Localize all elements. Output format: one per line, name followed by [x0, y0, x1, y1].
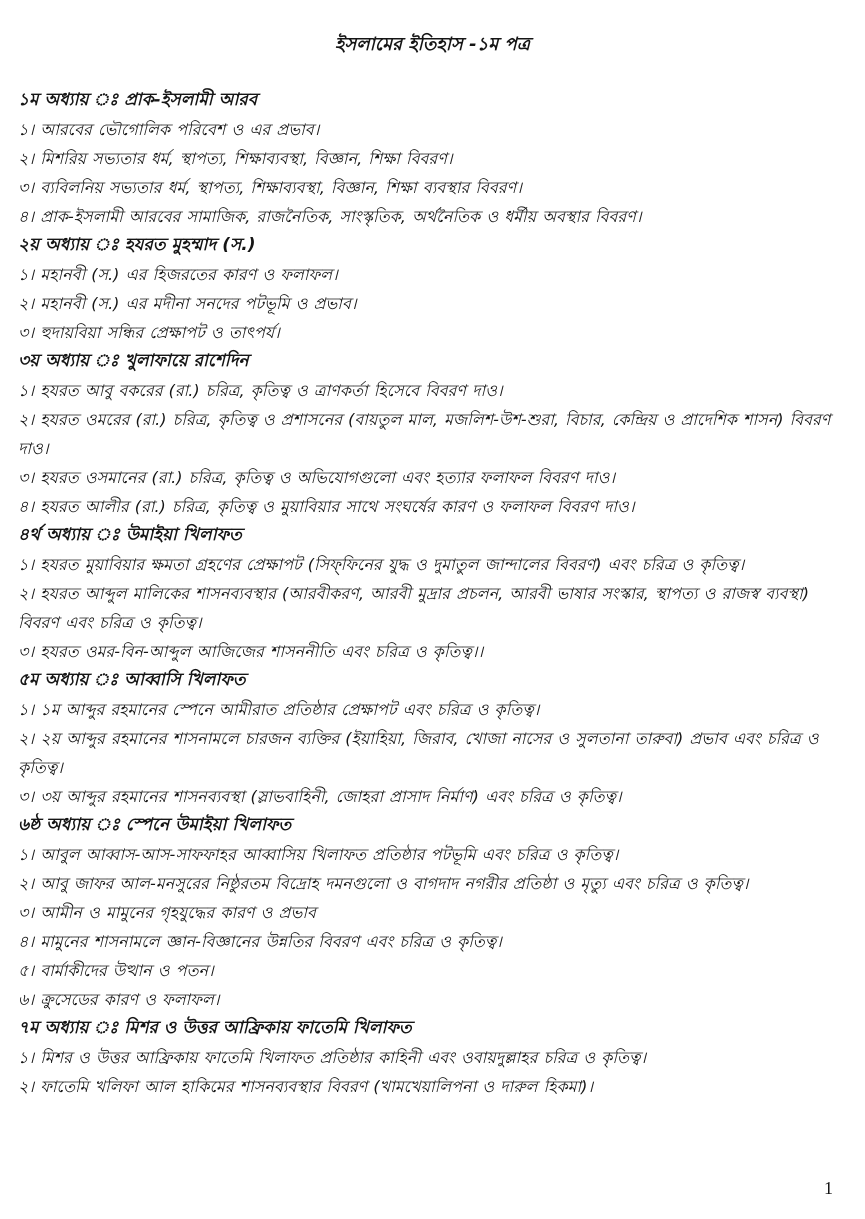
syllabus-item: ৫। বার্মাকীদের উত্থান ও পতন।: [18, 961, 214, 980]
syllabus-item: ২। আবু জাফর আল-মনসুরের নিষ্ঠুরতম বিদ্রোহ দমনগুলো ও বাগদাদ নগরীর প্রতিষ্ঠা ও মৃত্যু এবং চরিত্র ও কৃতিত্ব।: [18, 874, 749, 893]
chapter-heading: ৩য় অধ্যায় ঃ খুলাফায়ে রাশেদিন: [18, 351, 249, 371]
syllabus-item: ৩। হযরত ওসমানের (রা.) চরিত্র, কৃতিত্ব ও অভিযোগগুলো এবং হত্যার ফলাফল বিবরণ দাও।: [18, 468, 616, 487]
syllabus-content: [18, 86, 850, 1101]
chapter-heading: ৫ম অধ্যায় ঃ আব্বাসি খিলাফত: [18, 670, 246, 690]
chapter-section: [18, 347, 850, 521]
chapter-heading: ৬ষ্ঠ অধ্যায় ঃ স্পেনে উমাইয়া খিলাফত: [18, 815, 292, 835]
syllabus-item: ৩। আমীন ও মামুনের গৃহযুদ্ধের কারণ ও প্রভাব: [18, 903, 316, 922]
syllabus-item: ২। মহানবী (স.) এর মদীনা সনদের পটভূমি ও প্রভাব।: [18, 294, 357, 313]
chapter-section: [18, 231, 850, 347]
chapter-heading: ২য় অধ্যায় ঃ হযরত মুহম্মাদ (স.): [18, 235, 256, 255]
syllabus-item: ১। হযরত আবু বকরের (রা.) চরিত্র, কৃতিত্ব ও ত্রাণকর্তা হিসেবে বিবরণ দাও।: [18, 381, 503, 400]
syllabus-item: ১। হযরত মুয়াবিয়ার ক্ষমতা গ্রহণের প্রেক্ষাপট (সিফ্‌ফিনের যুদ্ধ ও দুমাতুল জান্দালের বিবরণ) এবং চরিত্র ও কৃতিত্ব।: [18, 555, 745, 574]
document-title: ইসলামের ইতিহাস -১ম পত্র: [335, 34, 530, 55]
chapter-heading: ৭ম অধ্যায় ঃ মিশর ও উত্তর আফ্রিকায় ফাতেমি খিলাফত: [18, 1018, 412, 1038]
chapter-section: [18, 811, 850, 1014]
syllabus-item: ৩। হযরত ওমর-বিন-আব্দুল আজিজের শাসননীতি এবং চরিত্র ও কৃতিত্ব।।: [18, 642, 484, 661]
syllabus-item: ৩। হুদায়বিয়া সন্ধির প্রেক্ষাপট ও তাৎপর্য।: [18, 323, 280, 342]
page-number: 1: [824, 1178, 833, 1198]
syllabus-item: ৩। ৩য় আব্দুর রহমানের শাসনব্যবস্থা (স্লাভবাহিনী, জোহরা প্রাসাদ নির্মাণ) এবং চরিত্র ও কৃতিত্ব।: [18, 787, 622, 806]
chapter-section: [18, 1014, 850, 1101]
syllabus-item: ১। মহানবী (স.) এর হিজরতের কারণ ও ফলাফল।: [18, 265, 338, 284]
syllabus-item: ২। হযরত ওমরের (রা.) চরিত্র, কৃতিত্ব ও প্রশাসনের (বায়তুল মাল, মজলিশ-উশ-শুরা, বিচার, কেন্দ্রিয় ও প্রাদেশিক শাসন) বিবরণ দাও।: [18, 410, 831, 458]
chapter-section: [18, 666, 850, 811]
syllabus-item: ২। ফাতেমি খলিফা আল হাকিমের শাসনব্যবস্থার বিবরণ (খামখেয়ালিপনা ও দারুল হিকমা)।: [18, 1077, 594, 1096]
syllabus-item: ৪। হযরত আলীর (রা.) চরিত্র, কৃতিত্ব ও মুয়াবিয়ার সাথে সংঘর্ষের কারণ ও ফলাফল বিবরণ দাও।: [18, 497, 635, 516]
syllabus-item: ২। মিশরিয় সভ্যতার ধর্ম, স্থাপত্য, শিক্ষাব্যবস্থা, বিজ্ঞান, শিক্ষা বিবরণ।: [18, 149, 453, 168]
chapter-section: [18, 86, 850, 231]
syllabus-item: ১। আরবের ভৌগোলিক পরিবেশ ও এর প্রভাব।: [18, 120, 320, 139]
syllabus-item: ২। ২য় আব্দুর রহমানের শাসনামলে চারজন ব্যক্তির (ইয়াহিয়া, জিরাব, খোজা নাসের ও সুলতানা তারুবা) প্রভাব এবং চরিত্র ও কৃতিত্ব।: [18, 729, 819, 777]
chapter-section: [18, 521, 850, 666]
syllabus-item: ৬। ক্রুসেডের কারণ ও ফলাফল।: [18, 990, 220, 1009]
syllabus-item: ৪। প্রাক-ইসলামী আরবের সামাজিক, রাজনৈতিক, সাংস্কৃতিক, অর্থনৈতিক ও ধর্মীয় অবস্থার বিবরণ।: [18, 207, 642, 226]
syllabus-item: ২। হযরত আব্দুল মালিকের শাসনব্যবস্থার (আরবীকরণ, আরবী মুদ্রার প্রচলন, আরবী ভাষার সংস্কার, স্থাপত্য ও রাজস্ব ব্যবস্থা) বিবরণ এবং চরিত্র ও কৃতিত্ব।: [18, 584, 810, 632]
chapter-heading: ১ম অধ্যায় ঃ প্রাক-ইসলামী আরব: [18, 90, 258, 110]
syllabus-item: ১। মিশর ও উত্তর আফ্রিকায় ফাতেমি খিলাফত প্রতিষ্ঠার কাহিনী এবং ওবায়দুল্লাহর চরিত্র ও কৃতিত্ব।: [18, 1048, 647, 1067]
chapter-heading: ৪র্থ অধ্যায় ঃ উমাইয়া খিলাফত: [18, 525, 242, 545]
syllabus-item: ১। ১ম আব্দুর রহমানের স্পেনে আমীরাত প্রতিষ্ঠার প্রেক্ষাপট এবং চরিত্র ও কৃতিত্ব।: [18, 700, 540, 719]
syllabus-item: ৪। মামুনের শাসনামলে জ্ঞান-বিজ্ঞানের উন্নতির বিবরণ এবং চরিত্র ও কৃতিত্ব।: [18, 932, 502, 951]
syllabus-item: ৩। ব্যবিলনিয় সভ্যতার ধর্ম, স্থাপত্য, শিক্ষাব্যবস্থা, বিজ্ঞান, শিক্ষা ব্যবস্থার বিবরণ।: [18, 178, 522, 197]
syllabus-item: ১। আবুল আব্বাস-আস-সাফফাহর আব্বাসিয় খিলাফত প্রতিষ্ঠার পটভূমি এবং চরিত্র ও কৃতিত্ব।: [18, 845, 619, 864]
